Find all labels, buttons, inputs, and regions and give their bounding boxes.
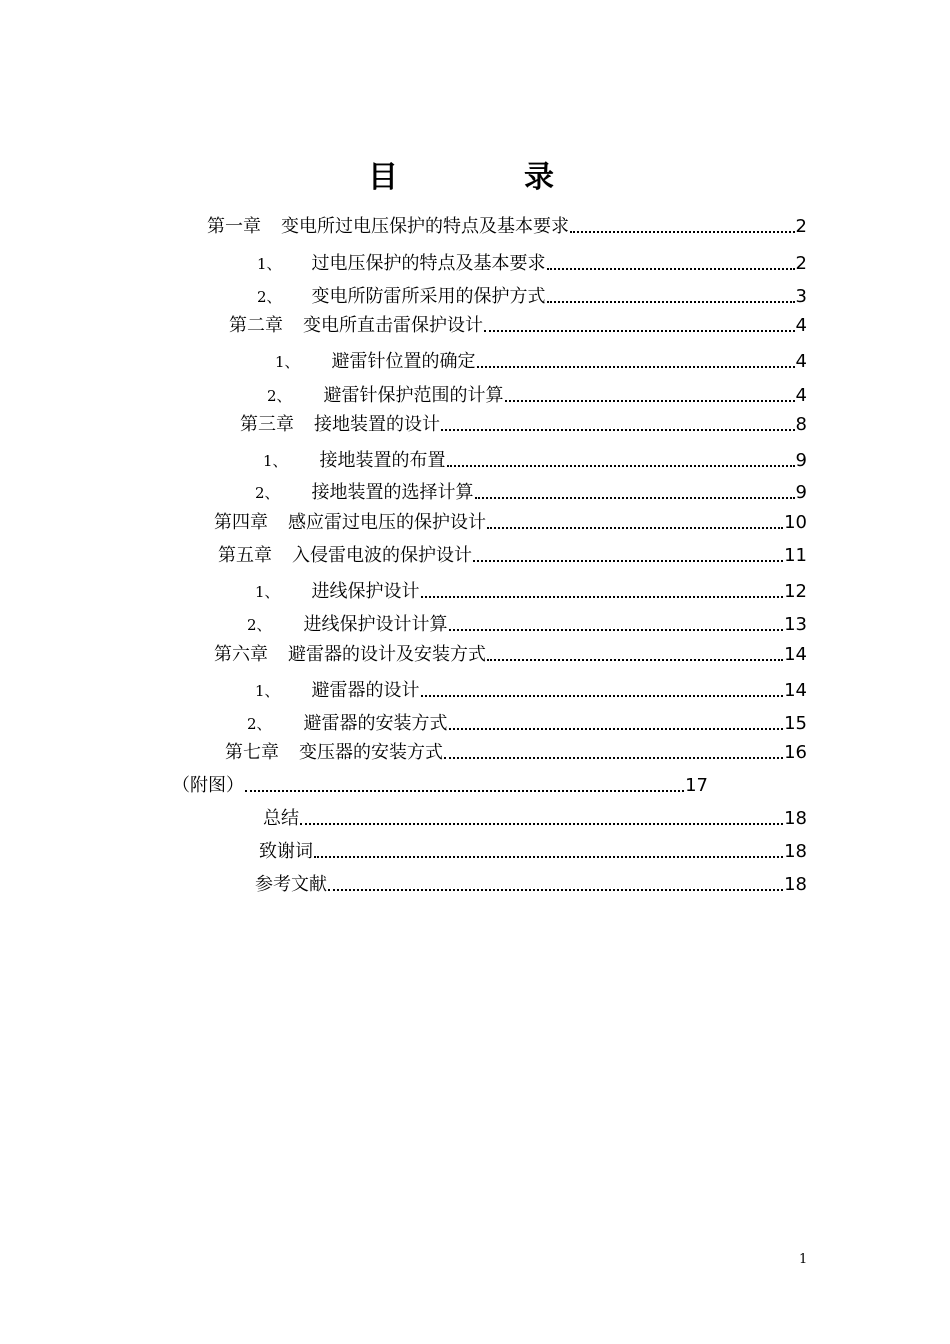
- page-number: 14: [784, 680, 807, 701]
- section-number: 1、: [257, 255, 282, 273]
- dot-leader: [444, 757, 783, 759]
- entry-text: 感应雷过电压的保护设计: [288, 512, 486, 533]
- page-number: 4: [795, 385, 807, 406]
- dot-leader: [475, 497, 795, 499]
- toc-entry-section-3-1[interactable]: [263, 446, 807, 472]
- chapter-label: 第五章: [218, 545, 272, 566]
- toc-entry-section-6-1[interactable]: [255, 676, 807, 702]
- dot-leader: [300, 823, 783, 825]
- dot-leader: [484, 330, 795, 332]
- page-number: 17: [685, 775, 708, 796]
- page-number: 16: [784, 742, 807, 763]
- toc-title-part2: 录: [524, 160, 554, 195]
- toc-entry-chapter-7[interactable]: [225, 738, 807, 764]
- dot-leader: [473, 560, 783, 562]
- dot-leader: [314, 856, 783, 858]
- dot-leader: [421, 596, 784, 598]
- entry-text: （附图）: [172, 775, 244, 796]
- dot-leader: [477, 366, 795, 368]
- entry-text: 入侵雷电波的保护设计: [292, 545, 472, 566]
- entry-text: 避雷器的设计: [311, 680, 420, 701]
- page-number: 10: [784, 512, 807, 533]
- entry-text: 避雷器的设计及安装方式: [288, 644, 486, 665]
- page-number: 18: [784, 874, 807, 895]
- toc-entry-section-2-1[interactable]: [275, 347, 807, 373]
- dot-leader: [421, 695, 784, 697]
- page-number: 15: [784, 713, 807, 734]
- toc-entry-section-1-2[interactable]: [257, 282, 807, 308]
- entry-text: 避雷器的安装方式: [303, 713, 448, 734]
- dot-leader: [570, 231, 795, 233]
- dot-leader: [447, 465, 795, 467]
- page-number: 12: [784, 581, 807, 602]
- entry-text: 总结: [263, 808, 299, 829]
- dot-leader: [547, 268, 795, 270]
- toc-entry-section-3-2[interactable]: [255, 478, 807, 504]
- page-number: 9: [795, 482, 807, 503]
- toc-entry-references[interactable]: [255, 870, 807, 896]
- page-number: 13: [784, 614, 807, 635]
- entry-text: 变电所直击雷保护设计: [303, 315, 483, 336]
- entry-text: 进线保护设计计算: [303, 614, 448, 635]
- toc-entry-summary[interactable]: [263, 804, 807, 830]
- toc-entry-section-1-1[interactable]: [257, 249, 807, 275]
- page-number: 18: [784, 808, 807, 829]
- dot-leader: [441, 429, 795, 431]
- chapter-label: 第七章: [225, 742, 279, 763]
- entry-text: 致谢词: [259, 841, 313, 862]
- dot-leader: [487, 527, 783, 529]
- toc-entry-acknowledgements[interactable]: [259, 837, 807, 863]
- chapter-label: 第四章: [214, 512, 268, 533]
- toc-title-part1: 目: [368, 160, 398, 195]
- toc-entry-section-5-1[interactable]: [255, 577, 807, 603]
- section-number: 1、: [263, 452, 288, 470]
- dot-leader: [547, 301, 795, 303]
- page-number: 8: [795, 414, 807, 435]
- entry-text: 避雷针位置的确定: [331, 351, 476, 372]
- footer-page-number: 1: [799, 1252, 808, 1267]
- entry-text: 接地装置的选择计算: [311, 482, 474, 503]
- toc-entry-appendix-figures[interactable]: [172, 771, 708, 797]
- entry-text: 进线保护设计: [311, 581, 420, 602]
- entry-text: 接地装置的设计: [314, 414, 440, 435]
- section-number: 2、: [257, 288, 282, 306]
- dot-leader: [487, 659, 783, 661]
- toc-entry-chapter-6[interactable]: [214, 640, 807, 666]
- toc-entry-chapter-3[interactable]: [240, 410, 807, 436]
- section-number: 1、: [275, 353, 300, 371]
- toc-entry-section-6-2[interactable]: [247, 709, 807, 735]
- entry-text: 避雷针保护范围的计算: [323, 385, 504, 406]
- page-number: 14: [784, 644, 807, 665]
- section-number: 2、: [247, 715, 272, 733]
- toc-entry-chapter-2[interactable]: [229, 311, 807, 337]
- section-number: 2、: [255, 484, 280, 502]
- dot-leader: [449, 728, 784, 730]
- section-number: 1、: [255, 583, 280, 601]
- dot-leader: [328, 889, 783, 891]
- toc-entry-chapter-4[interactable]: [214, 508, 807, 534]
- chapter-label: 第二章: [229, 315, 283, 336]
- section-number: 1、: [255, 682, 280, 700]
- page-number: 4: [795, 315, 807, 336]
- entry-text: 变电所防雷所采用的保护方式: [311, 286, 546, 307]
- chapter-label: 第一章: [207, 216, 261, 237]
- dot-leader: [505, 400, 795, 402]
- entry-text: 过电压保护的特点及基本要求: [311, 253, 546, 274]
- entry-text: 变压器的安装方式: [299, 742, 443, 763]
- section-number: 2、: [247, 616, 272, 634]
- entry-text: 接地装置的布置: [319, 450, 446, 471]
- entry-text: 变电所过电压保护的特点及基本要求: [281, 216, 569, 237]
- page-number: 11: [784, 545, 807, 566]
- chapter-label: 第六章: [214, 644, 268, 665]
- toc-entry-chapter-5[interactable]: [218, 541, 807, 567]
- section-number: 2、: [267, 387, 292, 405]
- page-number: 2: [795, 216, 807, 237]
- dot-leader: [449, 629, 784, 631]
- dot-leader: [245, 790, 684, 792]
- chapter-label: 第三章: [240, 414, 294, 435]
- page-number: 9: [795, 450, 807, 471]
- page-number: 4: [795, 351, 807, 372]
- page-number: 2: [795, 253, 807, 274]
- toc-entry-section-2-2[interactable]: [267, 381, 807, 407]
- entry-text: 参考文献: [255, 874, 327, 895]
- toc-entry-section-5-2[interactable]: [247, 610, 807, 636]
- toc-entry-chapter-1[interactable]: [207, 212, 807, 238]
- page-number: 3: [795, 286, 807, 307]
- page-number: 18: [784, 841, 807, 862]
